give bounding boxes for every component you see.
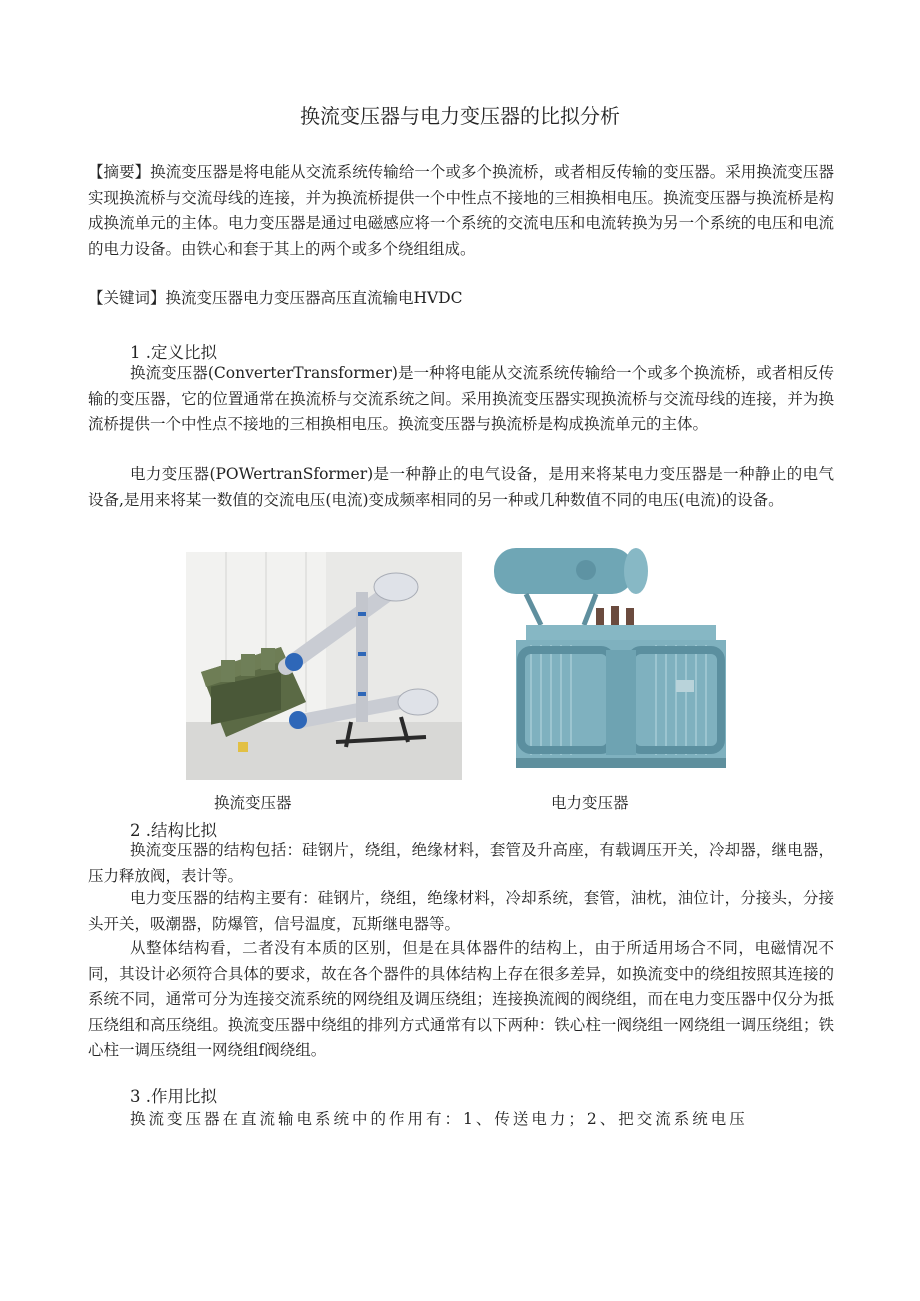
power-transformer-photo-icon bbox=[486, 540, 742, 784]
abstract-paragraph: 【摘要】换流变压器是将电能从交流系统传输给一个或多个换流桥，或者相反传输的变压器。采用换流变压器实现换流桥与交流母线的连接，并为换流桥提供一个中性点不接地的三相换相电压。换流变压器与换流桥是构成换流单元的主体。电力变压器是通过电磁感应将一个系统的交流电压和电流转换为另一个系统的电压和电流的电力设备。由铁心和套于其上的两个或多个绕组组成。 bbox=[88, 163, 834, 258]
converter-transformer-photo-icon bbox=[186, 552, 462, 780]
section-1-paragraph-2: 电力变压器(POWertranSformer)是一种静止的电气设备，是用来将某电力变压器是一种静止的电气设备,是用来将某一数值的交流电压(电流)变成频率相同的另一种或几种数值不同的电压(电流)的设备。 bbox=[88, 465, 834, 509]
section-3-paragraph-1: 换流变压器在直流输电系统中的作用有：1、传送电力；2、把交流系统电压 bbox=[130, 1110, 748, 1128]
section-2-paragraph-1: 换流变压器的结构包括：硅钢片，绕组，绝缘材料，套管及升高座，有载调压开关，冷却器，继电器，压力释放阀，表计等。 bbox=[88, 841, 834, 885]
figure-2-caption: 电力变压器 bbox=[551, 794, 629, 812]
keywords-line: 【关键词】换流变压器电力变压器高压直流输电HVDC bbox=[88, 289, 463, 307]
section-1-heading: 1 .定义比拟 bbox=[130, 343, 217, 362]
section-2-paragraph-3: 从整体结构看，二者没有本质的区别，但是在具体器件的结构上，由于所适用场合不同，电磁情况不同，其设计必须符合具体的要求，故在各个器件的具体结构上存在很多差异，如换流变中的绕组按照其连接的系统不同，通常可分为连接交流系统的网绕组及调压绕组；连接换流阀的阀绕组，而在电力变压器中仅分为抵压绕组和高压绕组。换流变压器中绕组的排列方式通常有以下两种：铁心柱一阀绕组一网绕组一调压绕组；铁心柱一调压绕组一网绕组f阀绕组。 bbox=[88, 939, 834, 1059]
document-title: 换流变压器与电力变压器的比拟分析 bbox=[300, 104, 620, 128]
section-2-heading: 2 .结构比拟 bbox=[130, 821, 217, 840]
figure-1-caption: 换流变压器 bbox=[214, 794, 292, 812]
section-1-paragraph-1: 换流变压器(ConverterTransformer)是一种将电能从交流系统传输给一个或多个换流桥，或者相反传输的变压器，它的位置通常在换流桥与交流系统之间。采用换流变压器实现换流桥与交流母线的连接，并为换流桥提供一个中性点不接地的三相换相电压。换流变压器与换流桥是构成换流单元的主体。 bbox=[88, 364, 834, 433]
section-3-heading: 3 .作用比拟 bbox=[130, 1087, 217, 1106]
section-2-paragraph-2: 电力变压器的结构主要有：硅钢片，绕组，绝缘材料，冷却系统，套管，油枕，油位计，分接头，分接头开关，吸潮器，防爆管，信号温度，瓦斯继电器等。 bbox=[88, 889, 834, 933]
